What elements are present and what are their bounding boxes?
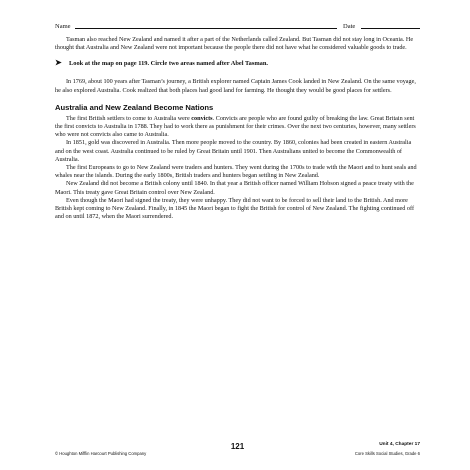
convicts-text-post: . Convicts are people who are found guilty of breaking the law. Great Britain sent the first convicts to Australia in 1788. They had to work there as punishment for their crimes. Over the next two centuries, however, many settlers who were not convicts also came to Australia. [55, 114, 416, 139]
section-paragraph-maori-war: Even though the Maori had signed the treaty, they were unhappy. They did not want to be forced to sell their land to the British. And more British kept coming to New Zealand. Finally, in 1845 the Maori began to fight the British for control of New Zealand. The fighting continued off and on until 1872, when the Maori surrendered. [55, 196, 415, 221]
name-field-line [75, 28, 337, 29]
section-paragraph-colony: New Zealand did not become a British colony until 1840. In that year a British officer named William Hobson signed a peace treaty with the Maori. This treaty gave Great Britain control over New Zealand. [55, 180, 414, 196]
main-content [55, 36, 420, 221]
section-paragraph-traders: The first Europeans to go to New Zealand were traders and hunters. They went during the 1700s to trade with the Maori and to hunt seals and whales near the islands. During the early 1800s, British traders and hunters began settling in New Zealand. [55, 164, 417, 180]
intro-paragraph-tasman: Tasman also reached New Zealand and named it after a part of the Netherlands called Zealand. But Tasman did not stay long in Oceania. He thought that Australia and New Zealand were not important because the people there did not have what he considered valuable goods to trade. [55, 36, 414, 52]
section-paragraph-convicts [55, 115, 420, 140]
convicts-text-pre: The first British settlers to come to Australia were [66, 114, 192, 122]
arrow-icon: ➤ [55, 58, 62, 68]
unit-chapter-label: Unit 4, Chapter 17 [379, 442, 420, 447]
date-field-line [361, 28, 420, 29]
section-paragraph-gold: In 1851, gold was discovered in Australia. Then more people moved to the country. By 1860, colonies had been created in eastern Australia and on the west coast. Australia continued to be ruled by Great Britain until 1901. Then Australians united to become the Commonwealth of Australia. [55, 139, 412, 163]
instruction-callout [55, 60, 420, 68]
instruction-text: Look at the map on page 119. Circle two areas named after Abel Tasman. [69, 60, 268, 68]
page-footer [55, 440, 420, 460]
convicts-term: convicts [191, 114, 213, 122]
course-label: Core Skills Social Studies, Grade 6 [354, 451, 420, 456]
intro-paragraph-cook: In 1769, about 100 years after Tasman’s journey, a British explorer named Captain James Cook landed in New Zealand. On the same voyage, he also explored Australia. Cook realized that both places had good land for farming. He thought they would be good places for settlers. [55, 78, 416, 94]
name-label: Name [55, 23, 71, 30]
date-label: Date [343, 23, 356, 30]
copyright-notice: © Houghton Mifflin Harcourt Publishing Company [55, 451, 147, 456]
section-title: Australia and New Zealand Become Nations [55, 102, 214, 112]
section-body [55, 115, 420, 222]
name-date-header [55, 18, 420, 30]
page-number: 121 [230, 442, 245, 451]
